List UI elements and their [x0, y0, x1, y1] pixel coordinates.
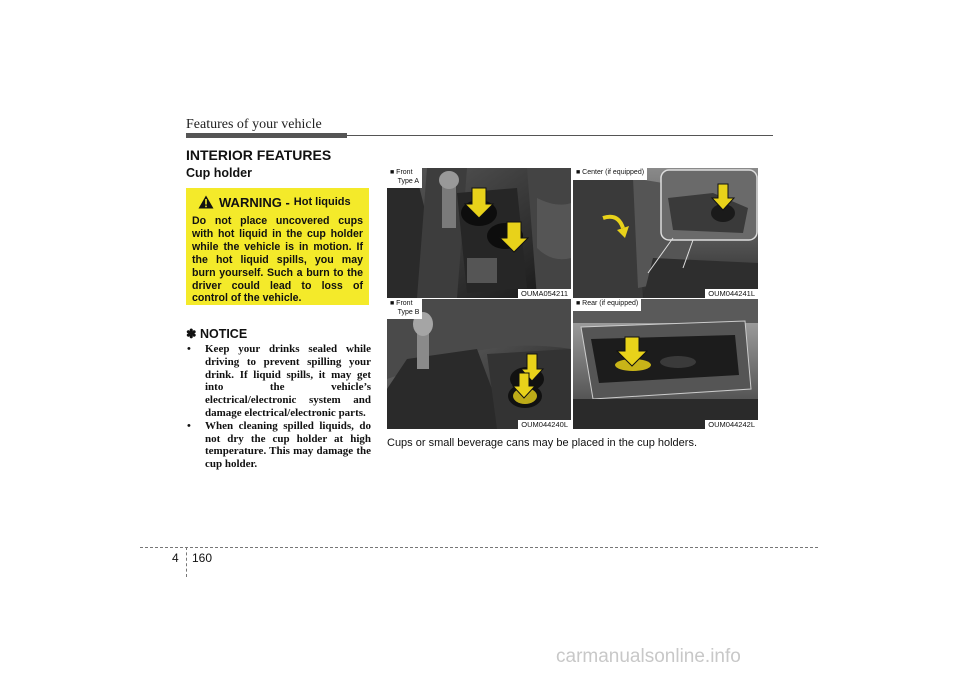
header-rule-thin [347, 135, 773, 136]
footer-chapter-number: 4 [172, 551, 179, 565]
warning-triangle-icon [198, 195, 214, 209]
photo-front-type-b [387, 299, 571, 429]
warning-subject: Hot liquids [293, 196, 351, 208]
footer-page-number: 160 [192, 551, 213, 565]
footer-divider [186, 547, 187, 577]
photo-front-type-a [387, 168, 571, 298]
subsection-title: Cup holder [186, 166, 252, 180]
photo-code: OUM044240L [518, 420, 571, 429]
header-rule-thick [186, 133, 347, 138]
notice-item: • Keep your drinks sealed while driving to prevent spilling your drink. If liquid spills, it may get into the vehicle’s electrical/electronic system and damage electrical/electronic parts. [187, 343, 371, 419]
section-title: INTERIOR FEATURES [186, 147, 332, 163]
notice-item-text: Keep your drinks sealed while driving to prevent spilling your drink. If liquid spills, it may get into the vehicle’s electrical/electronic system and damage electrical/electronic parts. [205, 343, 371, 419]
photo-label: ■ Front Type B [387, 299, 422, 319]
warning-text: Do not place uncovered cups with hot liquid in the cup holder while the vehicle is in motion. If the hot liquid spills, you may burn yourself. Such a burn to the driver could lead to loss of control of the vehicle. [192, 215, 363, 305]
notice-title: ✽ NOTICE [186, 327, 248, 341]
notice-item: • When cleaning spilled liquids, do not dry the cup holder at high temperature. This may damage the cup holder. [187, 419, 371, 471]
photo-label: ■ Rear (if equipped) [573, 299, 641, 311]
warning-header [198, 193, 363, 211]
cup-holder-photo-icon [573, 299, 758, 429]
notice-list [186, 343, 371, 471]
photo-code: OUM044241L [705, 289, 758, 298]
warning-box [186, 188, 369, 305]
photo-rear [573, 299, 758, 429]
notice-item-text: When cleaning spilled liquids, do not dry the cup holder at high temperature. This may damage the cup holder. [205, 419, 371, 471]
photo-label: ■ Front Type A [387, 168, 422, 188]
header-title: Features of your vehicle [186, 117, 322, 132]
photo-center [573, 168, 758, 298]
photo-label: ■ Center (if equipped) [573, 168, 647, 180]
photo-code: OUMA054211 [518, 289, 571, 298]
photo-code: OUM044242L [705, 420, 758, 429]
photo-caption: Cups or small beverage cans may be placed in the cup holders. [387, 437, 698, 449]
cup-holder-photo-icon [573, 168, 758, 298]
footer-rule [140, 547, 818, 548]
watermark-link[interactable]: carmanualsonline.info [556, 646, 741, 667]
warning-label: WARNING - [219, 194, 290, 210]
